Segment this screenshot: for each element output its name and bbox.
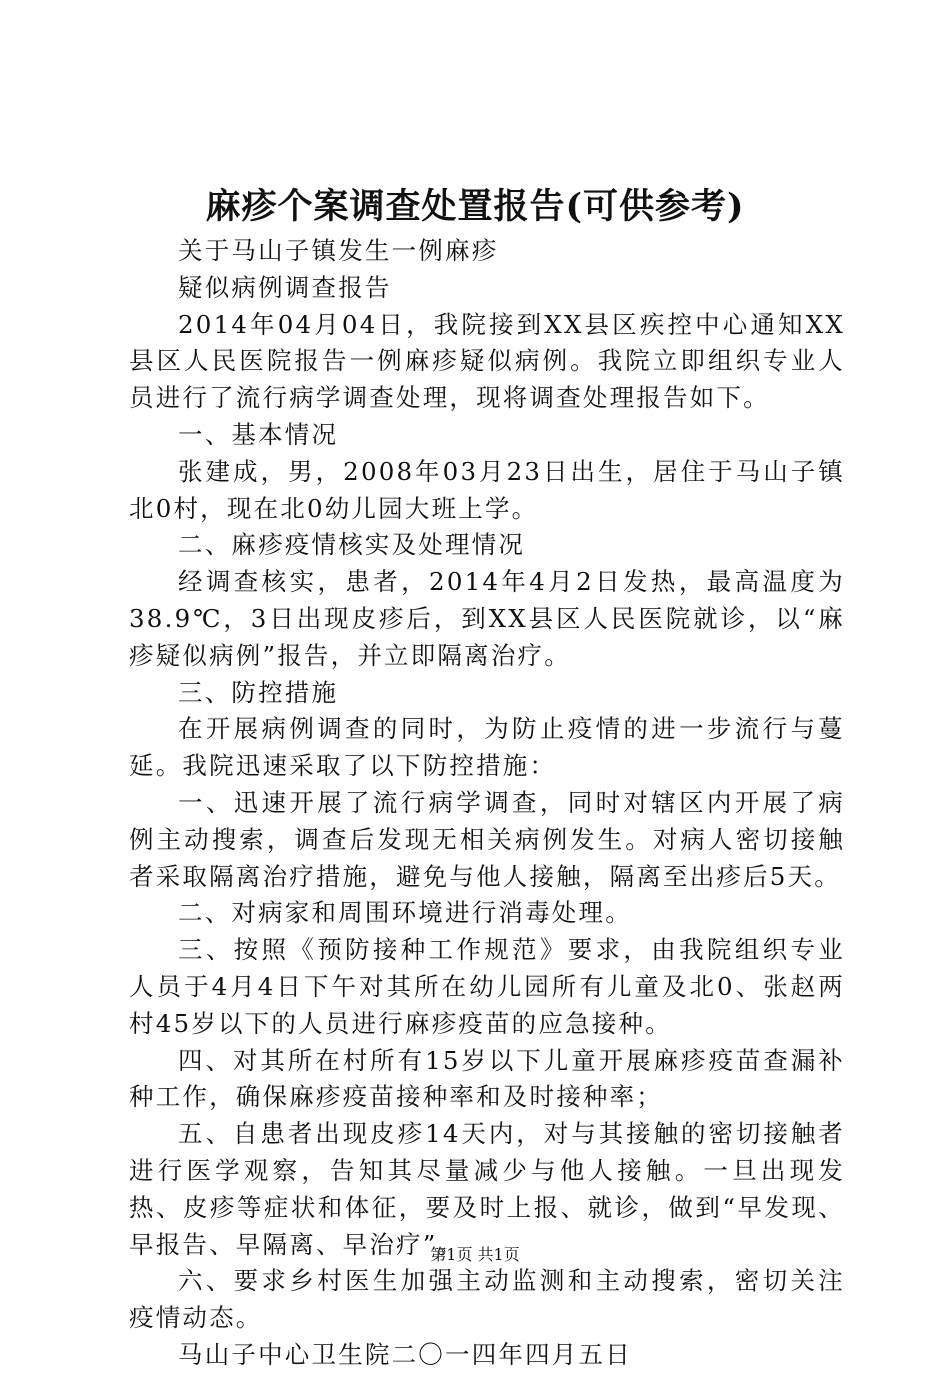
document-title: 麻疹个案调查处置报告(可供参考) [205, 186, 745, 227]
paragraph-signature: 马山子中心卫生院二〇一四年四月五日 [178, 1339, 632, 1369]
paragraph-measure-2: 二、对病家和周围环境进行消毒处理。 [178, 898, 632, 928]
section-heading-measures: 三、防控措施 [178, 677, 339, 707]
section-heading-verification: 二、麻疹疫情核实及处理情况 [178, 530, 526, 560]
paragraph-measure-6: 六、要求乡村医生加强主动监测和主动搜索，密切关注疫情动态。 [129, 1266, 845, 1333]
paragraph-subtitle-line-2: 疑似病例调查报告 [178, 272, 392, 302]
paragraph-intro: 2014年04月04日，我院接到XX县区疾控中心通知XX县区人民医院报告一例麻疹疑似病例。我院立即组织专业人员进行了流行病学调查处理，现将调查处理报告如下。 [129, 309, 845, 413]
section-heading-basic-info: 一、基本情况 [178, 419, 339, 449]
paragraph-basic-info: 张建成，男，2008年03月23日出生，居住于马山子镇北0村，现在北0幼儿园大班上学。 [129, 456, 845, 523]
paragraph-measure-3: 三、按照《预防接种工作规范》要求，由我院组织专业人员于4月4日下午对其所在幼儿园所有儿童及北0、张赵两村45岁以下的人员进行麻疹疫苗的应急接种。 [129, 935, 845, 1038]
paragraph-verification: 经调查核实，患者，2014年4月2日发热，最高温度为38.9℃，3日出现皮疹后，到XX县区人民医院就诊，以“麻疹疑似病例”报告，并立即隔离治疗。 [129, 567, 845, 670]
paragraph-measure-1: 一、迅速开展了流行病学调查，同时对辖区内开展了病例主动搜索，调查后发现无相关病例发生。对病人密切接触者采取隔离治疗措施，避免与他人接触，隔离至出疹后5天。 [129, 787, 845, 891]
page-number-footer: 第1页 共1页 [430, 1245, 520, 1264]
document-body [129, 233, 845, 1374]
paragraph-measures-intro: 在开展病例调查的同时，为防止疫情的进一步流行与蔓延。我院迅速采取了以下防控措施： [129, 714, 845, 781]
paragraph-measure-5: 五、自患者出现皮疹14天内，对与其接触的密切接触者进行医学观察，告知其尽量减少与他人接触。一旦出现发热、皮疹等症状和体征，要及时上报、就诊，做到“早发现、早报告、早隔离、早治疗”。 [129, 1119, 845, 1259]
paragraph-measure-4: 四、对其所在村所有15岁以下儿童开展麻疹疫苗查漏补种工作，确保麻疹疫苗接种率和及时接种率； [129, 1045, 845, 1112]
paragraph-subtitle-line-1: 关于马山子镇发生一例麻疹 [178, 236, 499, 265]
